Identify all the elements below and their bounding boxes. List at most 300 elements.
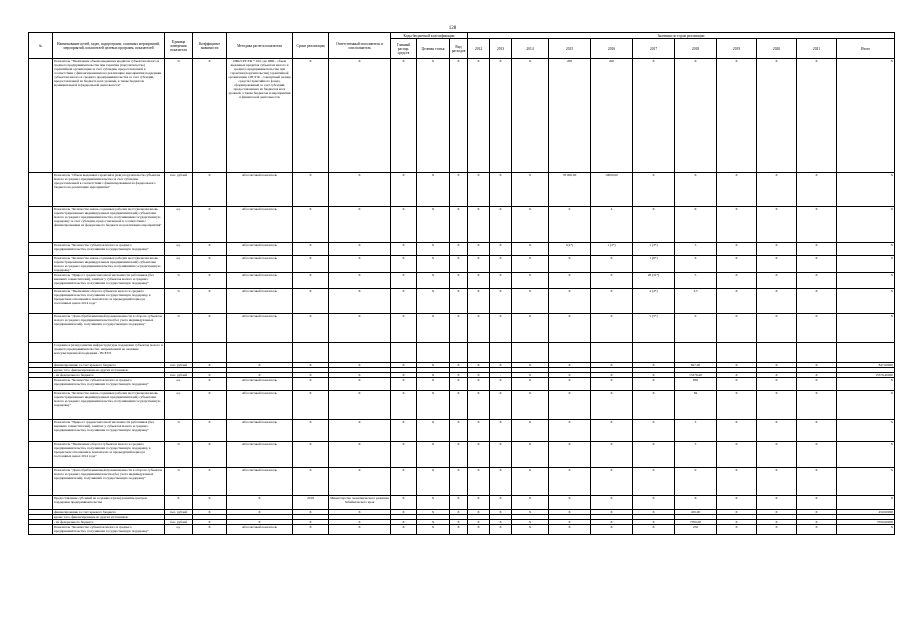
row-number: [29, 243, 53, 256]
row-year-value: X: [549, 468, 591, 496]
row-grbs: X: [391, 525, 417, 535]
row-total: X: [837, 391, 895, 420]
row-year-value: X: [717, 256, 757, 273]
row-total: [837, 343, 895, 363]
row-year-value: X: [549, 442, 591, 468]
row-name: финансирование за счет краевого бюджета: [53, 363, 165, 368]
row-year-value: X: [633, 420, 675, 442]
row-coef: X: [193, 256, 227, 273]
row-year-value: [717, 343, 757, 363]
row-total: X: [837, 378, 895, 391]
row-exp-type: X: [450, 273, 468, 289]
row-year-value: X: [512, 363, 549, 368]
col-method: Методика расчета показателя: [227, 33, 293, 59]
row-unit: [165, 343, 193, 363]
row-deadline: [293, 343, 329, 363]
row-year-value: [549, 343, 591, 363]
row-year-value: X: [633, 391, 675, 420]
col-values-group: Значения по годам реализации: [468, 33, 895, 39]
row-year-value: X: [591, 378, 633, 391]
row-grbs: X: [391, 468, 417, 496]
row-year-value: 9: [675, 468, 717, 496]
row-total: X: [837, 59, 895, 173]
row-responsible: [329, 343, 391, 363]
row-year-value: X: [717, 314, 757, 343]
row-unit: ед.: [165, 391, 193, 420]
row-year-value: X: [797, 314, 837, 343]
col-name: Наименование целей, задач, подпрограмм, основных мероприятий, мероприятий, показателей целевых программ, показателей: [53, 33, 165, 59]
table-row: [29, 59, 895, 173]
row-section: X: [417, 510, 450, 515]
row-year-value: X: [633, 207, 675, 243]
row-coef: X: [193, 273, 227, 289]
row-year-value: X: [512, 373, 549, 378]
row-year-value: X: [797, 59, 837, 173]
row-year-value: X: [797, 510, 837, 515]
row-method: X: [227, 373, 293, 378]
row-year-value: X: [675, 496, 717, 510]
row-method: Абсолютный показатель: [227, 207, 293, 243]
row-coef: X: [193, 314, 227, 343]
row-year-value: X: [468, 243, 490, 256]
row-year-value: X: [512, 378, 549, 391]
row-method: ОБК/СРГ/ГФ * 100, где ОБК - объем выданных кредитов субъектам малого и среднего предпринимательства при гарантии (поручительстве) гарантийной организации, СРГ/ГФ - совокупный размер средств гарантийного фонда, сформированный за счет субсидий, предоставленных из бюджетов всех уровней, а также бюджетов и мероприятия в финансовой деятельности: [227, 59, 293, 173]
row-grbs: X: [391, 442, 417, 468]
row-year-value: X: [490, 289, 512, 314]
row-responsible: X: [329, 363, 391, 368]
row-responsible: X: [329, 420, 391, 442]
row-grbs: X: [391, 420, 417, 442]
row-method: X: [227, 496, 293, 510]
row-total: X: [837, 420, 895, 442]
row-year-value: X: [591, 520, 633, 525]
col-grbs: Главный распор. средств: [391, 39, 417, 59]
row-year-value: X: [490, 378, 512, 391]
row-name: Предоставление субсидий на создание и (или) развитие центров поддержки предпринимательства: [53, 496, 165, 510]
row-year-value: X: [468, 391, 490, 420]
row-year-value: X: [512, 207, 549, 243]
row-year-value: X: [468, 256, 490, 273]
row-method: Абсолютный показатель: [227, 273, 293, 289]
row-unit: %: [165, 273, 193, 289]
row-section: X: [417, 173, 450, 207]
row-number: [29, 59, 53, 173]
row-year-value: 836: [675, 378, 717, 391]
row-name: - из федерального бюджета: [53, 373, 165, 378]
row-total: X: [837, 289, 895, 314]
row-exp-type: X: [450, 510, 468, 515]
row-name: Показатель "Количество вновь созданных рабочих мест (включая вновь зарегистрированных индивидуальных предпринимателей) субъектами малого и среднего предпринимательства, получившими государственную поддержку за счет субсидии, предоставленной в соответствии с финансированием из федерального бюджета на реализацию мероприятия": [53, 207, 165, 243]
row-name: кроме того, финансирование из других источников:: [53, 515, 165, 520]
row-year-value: X: [757, 256, 797, 273]
row-exp-type: X: [450, 314, 468, 343]
row-year-value: X: [490, 496, 512, 510]
row-year-value: X: [549, 420, 591, 442]
row-year-value: X: [468, 373, 490, 378]
row-coef: X: [193, 207, 227, 243]
row-year-value: X: [757, 207, 797, 243]
table-row: [29, 496, 895, 510]
row-unit: тыс. рублей: [165, 510, 193, 515]
row-year-value: X: [549, 256, 591, 273]
row-year-value: 1 (8*): [633, 256, 675, 273]
col-budget-codes: Коды бюджетной классификации: [391, 33, 468, 39]
row-year-value: 1 (3*): [633, 243, 675, 256]
row-year-value: X: [757, 520, 797, 525]
row-year-value: X: [797, 289, 837, 314]
row-deadline: X: [293, 442, 329, 468]
row-year-value: X: [591, 468, 633, 496]
row-coef: X: [193, 420, 227, 442]
row-name: Показатель "Прирост среднесписочной численности работников (без внешних совместителей), занятых у субъектов малого и среднего предпринимательства, получивших государственную поддержку": [53, 420, 165, 442]
row-year-value: X: [591, 256, 633, 273]
row-responsible: X: [329, 314, 391, 343]
row-year-value: X: [757, 173, 797, 207]
row-year-value: X: [591, 289, 633, 314]
row-section: X: [417, 420, 450, 442]
row-name: Показатель "Объем выданных гарантий и (или) поручительств субъектам малого и среднего предпринимательства за счет субсидии, предоставленной в соответствии с финансированием из федерального бюджета на реализацию мероприятия": [53, 173, 165, 207]
row-exp-type: X: [450, 525, 468, 535]
row-deadline: X: [293, 59, 329, 173]
col-section: Целевая статья: [417, 39, 450, 59]
row-responsible: X: [329, 207, 391, 243]
row-exp-type: X: [450, 289, 468, 314]
row-method: X: [227, 520, 293, 525]
row-exp-type: X: [450, 420, 468, 442]
row-grbs: X: [391, 363, 417, 368]
row-year-value: X: [591, 420, 633, 442]
row-grbs: X: [391, 173, 417, 207]
row-year-value: X: [717, 173, 757, 207]
row-year-value: X: [549, 520, 591, 525]
row-deadline: X: [293, 207, 329, 243]
row-grbs: X: [391, 520, 417, 525]
row-year-value: 847,00: [675, 363, 717, 368]
row-year-value: X: [591, 442, 633, 468]
row-year-value: X: [591, 373, 633, 378]
table-row: [29, 442, 895, 468]
row-year-value: X: [490, 363, 512, 368]
row-coef: X: [193, 520, 227, 525]
row-grbs: X: [391, 207, 417, 243]
table-row: [29, 343, 895, 363]
row-year-value: X: [717, 59, 757, 173]
row-grbs: X: [391, 256, 417, 273]
row-coef: X: [193, 525, 227, 535]
row-year-value: X: [633, 363, 675, 368]
row-year-value: X: [797, 468, 837, 496]
row-year-value: 3: [675, 442, 717, 468]
row-exp-type: X: [450, 373, 468, 378]
row-deadline: X: [293, 468, 329, 496]
row-total: 847,00000: [837, 363, 895, 368]
row-number: [29, 496, 53, 510]
row-year-value: X: [512, 256, 549, 273]
row-responsible: X: [329, 273, 391, 289]
row-year-value: X: [757, 363, 797, 368]
row-year-value: X: [757, 314, 797, 343]
row-year-value: [633, 343, 675, 363]
row-number: [29, 173, 53, 207]
row-responsible: X: [329, 468, 391, 496]
row-year-value: X: [717, 510, 757, 515]
row-year-value: X: [633, 525, 675, 535]
row-year-value: X: [591, 525, 633, 535]
row-method: Абсолютный показатель: [227, 314, 293, 343]
row-coef: X: [193, 510, 227, 515]
row-year-value: 3: [675, 420, 717, 442]
row-year-value: X: [468, 59, 490, 173]
row-year-value: X: [797, 243, 837, 256]
row-coef: X: [193, 378, 227, 391]
program-indicators-table: [28, 32, 895, 535]
row-responsible: X: [329, 256, 391, 273]
row-section: X: [417, 525, 450, 535]
row-year-value: X: [797, 256, 837, 273]
table-row: [29, 207, 895, 243]
table-row: [29, 378, 895, 391]
row-section: X: [417, 207, 450, 243]
row-year-value: X: [490, 525, 512, 535]
row-total: X: [837, 273, 895, 289]
table-row: [29, 468, 895, 496]
row-method: Абсолютный показатель: [227, 173, 293, 207]
row-year-value: X: [797, 173, 837, 207]
row-method: X: [227, 363, 293, 368]
row-year-value: X: [468, 468, 490, 496]
row-year-value: X: [490, 510, 512, 515]
row-number: [29, 207, 53, 243]
row-year-value: 15376,40: [675, 373, 717, 378]
row-total: X: [837, 314, 895, 343]
col-total: Итого: [837, 39, 895, 59]
row-name: кроме того, финансирование из других источников:: [53, 368, 165, 373]
row-year-value: X: [490, 420, 512, 442]
row-method: Абсолютный показатель: [227, 243, 293, 256]
row-year-value: X: [797, 442, 837, 468]
row-exp-type: X: [450, 207, 468, 243]
col-year: 2016: [591, 39, 633, 59]
row-total: X: [837, 256, 895, 273]
row-section: X: [417, 273, 450, 289]
row-name: Показатель "Количество вновь созданных рабочих мест (включая вновь зарегистрированных индивидуальных предпринимателей) субъектами малого и среднего предпринимательства, получившими государственную поддержку": [53, 391, 165, 420]
row-name: Показатель "Увеличение оборота субъектов малого и среднего предпринимательства, получивших государственную поддержку, в процентном отношении к показателю за предыдущий период в постоянных ценах 2014 года": [53, 442, 165, 468]
row-year-value: X: [512, 391, 549, 420]
col-year: 2018: [675, 39, 717, 59]
row-grbs: X: [391, 373, 417, 378]
row-coef: X: [193, 442, 227, 468]
row-unit: %: [165, 420, 193, 442]
row-year-value: X: [797, 520, 837, 525]
table-row: [29, 525, 895, 535]
row-year-value: X: [512, 273, 549, 289]
col-unit: Единица измерения показателя: [165, 33, 193, 59]
row-section: X: [417, 314, 450, 343]
row-year-value: X: [717, 442, 757, 468]
row-coef: X: [193, 173, 227, 207]
row-name: Показатель "Количество субъектов малого и среднего предпринимательства, получивших государственную поддержку": [53, 378, 165, 391]
row-name: Показатель "Доля обрабатывающей промышленности в обороте субъектов малого и среднего предпринимательства (без учета индивидуальных предпринимателей), получивших государственную поддержку": [53, 468, 165, 496]
row-year-value: X: [591, 496, 633, 510]
row-year-value: 10000,00: [591, 173, 633, 207]
row-deadline: X: [293, 510, 329, 515]
row-year-value: X: [468, 289, 490, 314]
row-section: X: [417, 391, 450, 420]
row-year-value: X: [633, 373, 675, 378]
row-year-value: X: [757, 442, 797, 468]
row-year-value: X: [490, 207, 512, 243]
row-coef: X: [193, 391, 227, 420]
col-year: 2014: [512, 39, 549, 59]
row-year-value: X: [512, 525, 549, 535]
col-exp-type: Вид расходов: [450, 39, 468, 59]
row-year-value: X: [717, 363, 757, 368]
table-row: [29, 314, 895, 343]
row-year-value: X: [490, 243, 512, 256]
row-deadline: X: [293, 373, 329, 378]
row-year-value: X: [591, 391, 633, 420]
row-coef: X: [193, 363, 227, 368]
row-grbs: X: [391, 314, 417, 343]
row-year-value: X: [633, 496, 675, 510]
row-year-value: X: [591, 510, 633, 515]
row-unit: %: [165, 468, 193, 496]
row-number: [29, 442, 53, 468]
row-method: X: [227, 510, 293, 515]
row-year-value: 4: [591, 207, 633, 243]
row-year-value: X: [757, 510, 797, 515]
row-unit: %: [165, 289, 193, 314]
row-year-value: X: [675, 59, 717, 173]
row-section: X: [417, 59, 450, 173]
col-year: 2015: [549, 39, 591, 59]
row-deadline: X: [293, 173, 329, 207]
row-coef: X: [193, 373, 227, 378]
row-exp-type: X: [450, 442, 468, 468]
row-year-value: X: [512, 314, 549, 343]
row-responsible: X: [329, 59, 391, 173]
row-year-value: X: [633, 173, 675, 207]
table-row: [29, 173, 895, 207]
row-year-value: X: [468, 314, 490, 343]
row-year-value: X: [591, 273, 633, 289]
row-responsible: X: [329, 289, 391, 314]
row-responsible: X: [329, 520, 391, 525]
row-year-value: X: [717, 378, 757, 391]
row-year-value: 84: [675, 391, 717, 420]
row-method: [227, 343, 293, 363]
row-year-value: X: [549, 496, 591, 510]
row-section: X: [417, 243, 450, 256]
row-year-value: X: [468, 520, 490, 525]
row-total: X: [837, 243, 895, 256]
table-row: [29, 289, 895, 314]
row-year-value: X: [797, 420, 837, 442]
row-year-value: X: [757, 373, 797, 378]
row-grbs: X: [391, 243, 417, 256]
row-exp-type: [450, 343, 468, 363]
row-year-value: X: [717, 207, 757, 243]
row-year-value: 7050,00: [675, 520, 717, 525]
row-total: 15376,40000: [837, 373, 895, 378]
row-name: Показатель "Увеличение оборота субъектов малого и среднего предпринимательства, получивших государственную поддержку, в процентном отношении к показателю за предыдущий период в постоянных ценах 2014 года": [53, 289, 165, 314]
row-exp-type: X: [450, 378, 468, 391]
row-grbs: [391, 343, 417, 363]
row-year-value: 200: [549, 59, 591, 173]
row-year-value: X: [797, 391, 837, 420]
row-year-value: X: [633, 520, 675, 525]
row-year-value: 6: [675, 256, 717, 273]
row-number: [29, 391, 53, 420]
row-exp-type: X: [450, 59, 468, 173]
row-year-value: 9: [549, 207, 591, 243]
row-section: X: [417, 256, 450, 273]
row-year-value: X: [490, 59, 512, 173]
col-year: 2021: [797, 39, 837, 59]
row-year-value: -: [490, 373, 512, 378]
row-section: X: [417, 442, 450, 468]
row-total: X: [837, 173, 895, 207]
row-deadline: X: [293, 363, 329, 368]
row-unit: %: [165, 59, 193, 173]
row-year-value: X: [717, 289, 757, 314]
row-unit: ед.: [165, 256, 193, 273]
row-exp-type: X: [450, 496, 468, 510]
row-deadline: X: [293, 391, 329, 420]
row-method: Абсолютный показатель: [227, 525, 293, 535]
row-deadline: X: [293, 289, 329, 314]
row-year-value: X: [633, 510, 675, 515]
row-section: X: [417, 363, 450, 368]
row-total: X: [837, 207, 895, 243]
row-name: Показатель "Количество субъектов малого и среднего предпринимательства, получивших государственную поддержку": [53, 243, 165, 256]
row-year-value: X: [757, 378, 797, 391]
row-year-value: 3: [675, 273, 717, 289]
row-year-value: X: [490, 173, 512, 207]
row-deadline: X: [293, 378, 329, 391]
row-year-value: X: [717, 420, 757, 442]
row-year-value: X: [633, 378, 675, 391]
row-method: Абсолютный показатель: [227, 420, 293, 442]
row-name: Показатель "Увеличение объема выданных кредитов субъектам малого и среднего предпринимательства при гарантии (поручительстве) гарантийной организации за счет субсидии, предоставленной в соответствии с финансированием на реализацию мероприятия поддержки субъектам малого и среднего предпринимательства за счет субсидии, предоставленной из бюджета всех уровней, в также бюджетов муниципальной и федеральной деятельности": [53, 59, 165, 173]
row-method: Абсолютный показатель: [227, 442, 293, 468]
row-year-value: X: [797, 207, 837, 243]
row-year-value: X: [490, 468, 512, 496]
col-deadline: Сроки реализации: [293, 33, 329, 59]
row-grbs: X: [391, 59, 417, 173]
row-year-value: X: [797, 378, 837, 391]
row-section: X: [417, 373, 450, 378]
row-year-value: X: [512, 173, 549, 207]
row-section: X: [417, 289, 450, 314]
col-year: 2017: [633, 39, 675, 59]
row-year-value: X: [591, 314, 633, 343]
table-row: [29, 256, 895, 273]
row-deadline: X: [293, 420, 329, 442]
row-year-value: X: [512, 496, 549, 510]
page-number: 128: [448, 26, 457, 31]
row-year-value: X: [757, 525, 797, 535]
row-year-value: 200: [591, 59, 633, 173]
col-coef: Коэффициент значимости: [193, 33, 227, 59]
row-total: X: [837, 525, 895, 535]
row-exp-type: X: [450, 520, 468, 525]
row-year-value: X: [717, 525, 757, 535]
table-row: [29, 420, 895, 442]
row-year-value: X: [675, 207, 717, 243]
row-unit: тыс. рублей: [165, 520, 193, 525]
row-responsible: Министерство экономического развития Забайкальского края: [329, 496, 391, 510]
